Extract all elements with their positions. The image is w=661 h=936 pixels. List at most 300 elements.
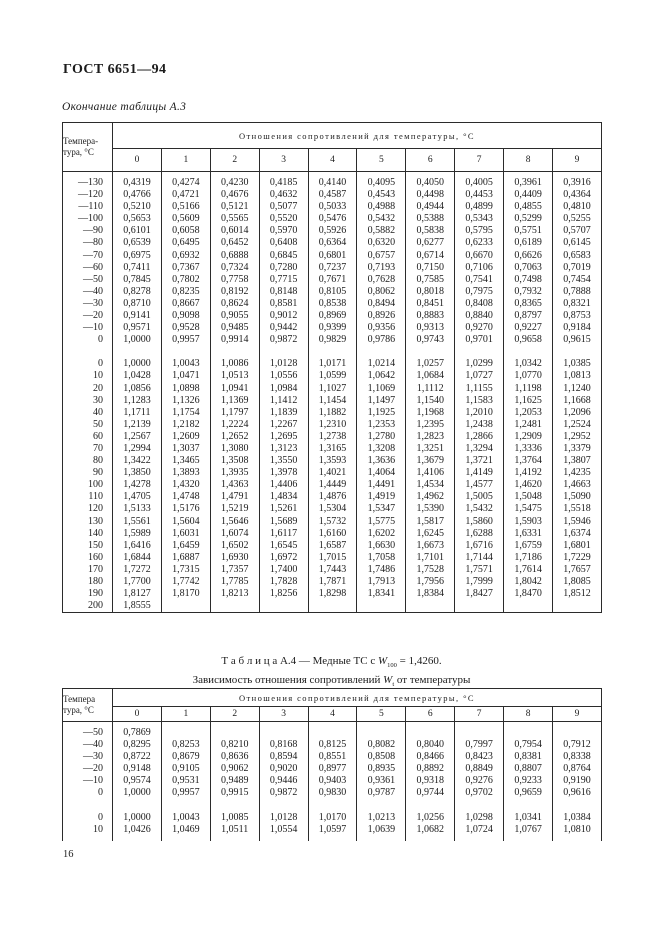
value-cell: 0,7106 (455, 262, 504, 274)
title-value: = 1,4260. (396, 655, 442, 667)
temp-header-line2: тура, °С (63, 705, 94, 715)
value-cell: 1,4192 (504, 467, 553, 479)
value-cell: 0,8840 (455, 310, 504, 322)
value-cell: 0,5882 (357, 225, 406, 237)
value-cell: 1,0813 (553, 370, 602, 382)
value-cell: 1,7058 (357, 552, 406, 564)
value-cell: 1,5261 (259, 503, 308, 515)
value-cell: 0,9012 (259, 310, 308, 322)
value-cell: 1,7015 (308, 552, 357, 564)
value-cell: 1,5219 (210, 503, 259, 515)
value-cell: 1,7315 (161, 564, 210, 576)
value-cell (210, 800, 259, 812)
table-row (63, 812, 602, 824)
table-row (63, 576, 602, 588)
value-cell: 0,9105 (161, 763, 210, 775)
value-cell: 0,8849 (455, 763, 504, 775)
value-cell: 1,2267 (259, 419, 308, 431)
value-cell: 1,0043 (161, 812, 210, 824)
value-cell: 1,4577 (455, 479, 504, 491)
value-cell: 1,5475 (504, 503, 553, 515)
value-cell: 0,8764 (553, 763, 602, 775)
value-cell: 0,6408 (259, 237, 308, 249)
value-cell: 1,6459 (161, 540, 210, 552)
col-header-1: 1 (161, 707, 210, 722)
value-cell: 1,0341 (504, 812, 553, 824)
value-cell: 1,7571 (455, 564, 504, 576)
value-cell: 1,7357 (210, 564, 259, 576)
value-cell: 1,1369 (210, 395, 259, 407)
value-cell: 1,5860 (455, 516, 504, 528)
value-cell: 0,7628 (357, 274, 406, 286)
value-cell: 0,8710 (113, 298, 162, 310)
value-cell: 0,4944 (406, 201, 455, 213)
value-cell: 0,4095 (357, 177, 406, 189)
value-cell: 0,9361 (357, 775, 406, 787)
value-cell (406, 836, 455, 841)
value-cell: 0,8926 (357, 310, 406, 322)
temp-cell: 0 (63, 358, 113, 370)
value-cell: 0,6320 (357, 237, 406, 249)
table-row (63, 824, 602, 836)
value-cell: 0,7932 (504, 286, 553, 298)
value-cell: 1,4406 (259, 479, 308, 491)
table-row (63, 395, 602, 407)
value-cell: 0,8210 (210, 739, 259, 751)
temp-cell: —110 (63, 201, 113, 213)
value-cell: 0,9615 (553, 334, 602, 346)
temp-cell: 30 (63, 395, 113, 407)
temp-header-line2: тура, °С (63, 147, 94, 157)
value-cell: 0,8192 (210, 286, 259, 298)
temp-cell: 110 (63, 491, 113, 503)
table-row (63, 479, 602, 491)
w100-subscript: 100 (387, 662, 397, 670)
value-cell: 0,8538 (308, 298, 357, 310)
value-cell: 0,7869 (113, 727, 162, 739)
value-cell: 0,7454 (553, 274, 602, 286)
table-row (63, 383, 602, 395)
value-cell: 0,8423 (455, 751, 504, 763)
table-row (63, 237, 602, 249)
table-row (63, 274, 602, 286)
value-cell: 0,6364 (308, 237, 357, 249)
value-cell: 0,8977 (308, 763, 357, 775)
temp-cell: 10 (63, 824, 113, 836)
value-cell: 0,6626 (504, 250, 553, 262)
temp-cell: —50 (63, 727, 113, 739)
spacer-row (63, 836, 602, 841)
value-cell: 1,6331 (504, 528, 553, 540)
value-cell: 0,6932 (161, 250, 210, 262)
value-cell: 1,1454 (308, 395, 357, 407)
value-cell (406, 600, 455, 613)
value-cell: 0,4453 (455, 189, 504, 201)
value-cell: 1,2353 (357, 419, 406, 431)
value-cell (357, 600, 406, 613)
value-cell: 0,9616 (553, 787, 602, 799)
value-cell: 1,3978 (259, 467, 308, 479)
value-cell: 1,8470 (504, 588, 553, 600)
value-cell: 0,8679 (161, 751, 210, 763)
title-text2: Зависимость отношения сопротивлений (192, 674, 384, 687)
temp-cell: 150 (63, 540, 113, 552)
value-cell (455, 346, 504, 358)
value-cell: 1,6972 (259, 552, 308, 564)
value-cell: 1,2182 (161, 419, 210, 431)
value-cell: 1,3679 (406, 455, 455, 467)
value-cell: 1,8298 (308, 588, 357, 600)
value-cell: 1,4449 (308, 479, 357, 491)
value-cell: 1,1112 (406, 383, 455, 395)
value-cell: 1,2994 (113, 443, 162, 455)
value-cell (259, 727, 308, 739)
value-cell: 1,5432 (455, 503, 504, 515)
table-a3-caption: Окончание таблицы А.3 (62, 101, 187, 113)
value-cell: 0,7954 (504, 739, 553, 751)
value-cell: 1,4149 (455, 467, 504, 479)
value-cell: 0,9957 (161, 334, 210, 346)
value-cell: 0,4498 (406, 189, 455, 201)
table-a4-title-line2 (192, 674, 471, 689)
value-cell: 0,5926 (308, 225, 357, 237)
table-row (63, 322, 602, 334)
value-cell: 1,1668 (553, 395, 602, 407)
value-cell (455, 600, 504, 613)
value-cell: 1,4919 (357, 491, 406, 503)
value-cell: 0,6801 (308, 250, 357, 262)
value-cell: 0,9658 (504, 334, 553, 346)
value-cell: 1,0642 (357, 370, 406, 382)
value-cell: 0,9270 (455, 322, 504, 334)
value-cell: 0,9702 (455, 787, 504, 799)
table-row (63, 763, 602, 775)
value-cell (357, 727, 406, 739)
table-row (63, 600, 602, 613)
value-cell: 1,0257 (406, 358, 455, 370)
table-row (63, 455, 602, 467)
value-cell: 0,5432 (357, 213, 406, 225)
table-row (63, 225, 602, 237)
temp-cell: 40 (63, 407, 113, 419)
table-row (63, 177, 602, 189)
value-cell: 1,0984 (259, 383, 308, 395)
value-cell (259, 800, 308, 812)
value-cell: 1,6887 (161, 552, 210, 564)
value-cell: 1,8341 (357, 588, 406, 600)
temp-cell: —10 (63, 322, 113, 334)
table-row (63, 201, 602, 213)
value-cell: 1,6117 (259, 528, 308, 540)
value-cell: 0,8969 (308, 310, 357, 322)
value-cell: 1,0086 (210, 358, 259, 370)
value-cell: 0,9403 (308, 775, 357, 787)
value-cell: 0,9485 (210, 322, 259, 334)
value-cell: 1,4235 (553, 467, 602, 479)
table-row (63, 727, 602, 739)
value-cell: 0,5653 (113, 213, 162, 225)
value-cell: 1,8213 (210, 588, 259, 600)
value-cell: 1,0597 (308, 824, 357, 836)
value-cell (553, 600, 602, 613)
value-cell: 1,3593 (308, 455, 357, 467)
value-cell: 1,2567 (113, 431, 162, 443)
value-cell: 0,6058 (161, 225, 210, 237)
value-cell: 1,2695 (259, 431, 308, 443)
value-cell (259, 836, 308, 841)
value-cell: 1,0085 (210, 812, 259, 824)
value-cell: 1,2909 (504, 431, 553, 443)
value-cell: 0,8508 (357, 751, 406, 763)
value-cell: 1,6374 (553, 528, 602, 540)
value-cell: 0,7715 (259, 274, 308, 286)
value-cell: 0,7541 (455, 274, 504, 286)
value-cell: 0,7150 (406, 262, 455, 274)
value-cell: 1,8127 (113, 588, 162, 600)
value-cell (308, 836, 357, 841)
value-cell: 0,9743 (406, 334, 455, 346)
value-cell: 1,6245 (406, 528, 455, 540)
value-cell: 0,5751 (504, 225, 553, 237)
value-cell: 0,9787 (357, 787, 406, 799)
value-cell: 1,0898 (161, 383, 210, 395)
table-row (63, 491, 602, 503)
value-cell: 1,7101 (406, 552, 455, 564)
value-cell: 1,2823 (406, 431, 455, 443)
value-cell: 1,3807 (553, 455, 602, 467)
value-cell: 1,6844 (113, 552, 162, 564)
table-row (63, 250, 602, 262)
value-cell: 0,7802 (161, 274, 210, 286)
value-cell: 1,7272 (113, 564, 162, 576)
value-cell: 0,9489 (210, 775, 259, 787)
table-row (63, 516, 602, 528)
ratio-span-header: Отношения сопротивлений для температуры, °С (113, 123, 602, 149)
temp-cell: 160 (63, 552, 113, 564)
value-cell: 1,2866 (455, 431, 504, 443)
value-cell: 0,6845 (259, 250, 308, 262)
value-cell: 0,5210 (113, 201, 162, 213)
value-cell: 0,7411 (113, 262, 162, 274)
value-cell: 0,6189 (504, 237, 553, 249)
value-cell: 1,2395 (406, 419, 455, 431)
value-cell: 1,3037 (161, 443, 210, 455)
value-cell: 1,0767 (504, 824, 553, 836)
value-cell: 1,0856 (113, 383, 162, 395)
value-cell: 1,6587 (308, 540, 357, 552)
value-cell (553, 836, 602, 841)
value-cell: 0,6539 (113, 237, 162, 249)
value-cell: 0,8105 (308, 286, 357, 298)
col-header-4: 4 (308, 149, 357, 172)
value-cell: 1,8085 (553, 576, 602, 588)
table-row (63, 370, 602, 382)
value-cell: 0,4364 (553, 189, 602, 201)
value-cell: 0,8018 (406, 286, 455, 298)
page-number: 16 (63, 849, 74, 860)
value-cell: 1,3550 (259, 455, 308, 467)
value-cell: 1,0426 (113, 824, 162, 836)
value-cell: 1,8384 (406, 588, 455, 600)
value-cell: 1,1198 (504, 383, 553, 395)
value-cell: 1,4834 (259, 491, 308, 503)
value-cell: 1,5732 (308, 516, 357, 528)
value-cell: 1,0214 (357, 358, 406, 370)
value-cell: 1,5005 (455, 491, 504, 503)
value-cell (357, 346, 406, 358)
value-cell: 1,7614 (504, 564, 553, 576)
value-cell: 1,2952 (553, 431, 602, 443)
value-cell: 1,3508 (210, 455, 259, 467)
col-header-5: 5 (357, 149, 406, 172)
value-cell: 1,5561 (113, 516, 162, 528)
table-row (63, 189, 602, 201)
value-cell: 0,9276 (455, 775, 504, 787)
table-row (63, 588, 602, 600)
value-cell: 1,0256 (406, 812, 455, 824)
value-cell: 0,9098 (161, 310, 210, 322)
value-cell: 0,7585 (406, 274, 455, 286)
value-cell (113, 800, 162, 812)
value-cell: 1,8512 (553, 588, 602, 600)
col-header-8: 8 (504, 707, 553, 722)
value-cell: 1,5176 (161, 503, 210, 515)
value-cell: 1,6288 (455, 528, 504, 540)
value-cell: 1,6202 (357, 528, 406, 540)
value-cell: 1,5347 (357, 503, 406, 515)
value-cell: 1,0128 (259, 812, 308, 824)
value-cell: 1,3935 (210, 467, 259, 479)
value-cell (308, 600, 357, 613)
value-cell: 0,6670 (455, 250, 504, 262)
value-cell: 1,3422 (113, 455, 162, 467)
value-cell: 0,6233 (455, 237, 504, 249)
value-cell: 1,7956 (406, 576, 455, 588)
value-cell: 0,5707 (553, 225, 602, 237)
value-cell: 0,9318 (406, 775, 455, 787)
value-cell: 0,8753 (553, 310, 602, 322)
temp-cell: 0 (63, 787, 113, 799)
value-cell: 1,4534 (406, 479, 455, 491)
table-row (63, 334, 602, 346)
value-cell: 0,8125 (308, 739, 357, 751)
value-cell: 1,7144 (455, 552, 504, 564)
temp-header-line1: Темпера (63, 694, 96, 704)
temp-cell: —80 (63, 237, 113, 249)
value-cell (455, 727, 504, 739)
value-cell: 0,8381 (504, 751, 553, 763)
value-cell: 0,3961 (504, 177, 553, 189)
value-cell: 1,3336 (504, 443, 553, 455)
value-cell: 1,5646 (210, 516, 259, 528)
value-cell: 1,4021 (308, 467, 357, 479)
temp-column-header (63, 689, 113, 722)
value-cell: 1,2609 (161, 431, 210, 443)
col-header-6: 6 (406, 707, 455, 722)
value-cell: 0,4185 (259, 177, 308, 189)
value-cell: 0,5255 (553, 213, 602, 225)
value-cell: 1,3850 (113, 467, 162, 479)
value-cell (113, 836, 162, 841)
value-cell: 0,9184 (553, 322, 602, 334)
value-cell: 0,9744 (406, 787, 455, 799)
value-cell: 0,8494 (357, 298, 406, 310)
value-cell: 0,8466 (406, 751, 455, 763)
value-cell: 0,9571 (113, 322, 162, 334)
value-cell: 0,9957 (161, 787, 210, 799)
value-cell: 1,5133 (113, 503, 162, 515)
document-header: ГОСТ 6651—94 (63, 62, 167, 77)
value-cell: 0,4587 (308, 189, 357, 201)
value-cell (161, 836, 210, 841)
value-cell (113, 346, 162, 358)
col-header-4: 4 (308, 707, 357, 722)
value-cell: 1,5817 (406, 516, 455, 528)
value-cell: 0,4274 (161, 177, 210, 189)
value-cell: 0,8892 (406, 763, 455, 775)
value-cell (357, 800, 406, 812)
value-cell (161, 346, 210, 358)
value-cell: 1,5090 (553, 491, 602, 503)
value-cell: 1,4663 (553, 479, 602, 491)
col-header-7: 7 (455, 149, 504, 172)
value-cell: 0,5343 (455, 213, 504, 225)
value-cell: 1,6801 (553, 540, 602, 552)
value-cell: 1,8427 (455, 588, 504, 600)
value-cell: 1,0000 (113, 358, 162, 370)
value-cell (259, 600, 308, 613)
table-a4-digit-header-row (63, 707, 602, 722)
value-cell: 1,2738 (308, 431, 357, 443)
temp-cell: —30 (63, 751, 113, 763)
table-a3-header-row (63, 123, 602, 149)
value-cell: 1,3764 (504, 455, 553, 467)
temp-cell: 100 (63, 479, 113, 491)
value-cell: 0,8235 (161, 286, 210, 298)
table-row (63, 528, 602, 540)
value-cell: 0,4632 (259, 189, 308, 201)
value-cell: 0,7997 (455, 739, 504, 751)
value-cell: 0,6757 (357, 250, 406, 262)
wt-subscript: t (392, 681, 395, 689)
temp-cell: —130 (63, 177, 113, 189)
value-cell: 0,8365 (504, 298, 553, 310)
temp-cell (63, 800, 113, 812)
temp-cell: 180 (63, 576, 113, 588)
value-cell: 1,0000 (113, 787, 162, 799)
value-cell: 1,0727 (455, 370, 504, 382)
value-cell: 1,1925 (357, 407, 406, 419)
value-cell: 1,5689 (259, 516, 308, 528)
value-cell: 1,5989 (113, 528, 162, 540)
value-cell: 1,5518 (553, 503, 602, 515)
value-cell (210, 727, 259, 739)
value-cell: 0,9141 (113, 310, 162, 322)
value-cell: 0,9531 (161, 775, 210, 787)
value-cell (406, 727, 455, 739)
value-cell: 0,7280 (259, 262, 308, 274)
temp-cell: 70 (63, 443, 113, 455)
value-cell: 0,5033 (308, 201, 357, 213)
title-text3: от температуры (394, 674, 471, 687)
value-cell: 0,5795 (455, 225, 504, 237)
value-cell: 1,6031 (161, 528, 210, 540)
temp-cell: —50 (63, 274, 113, 286)
value-cell: 0,5299 (504, 213, 553, 225)
value-cell: 1,1412 (259, 395, 308, 407)
value-cell: 1,2481 (504, 419, 553, 431)
value-cell: 0,7671 (308, 274, 357, 286)
